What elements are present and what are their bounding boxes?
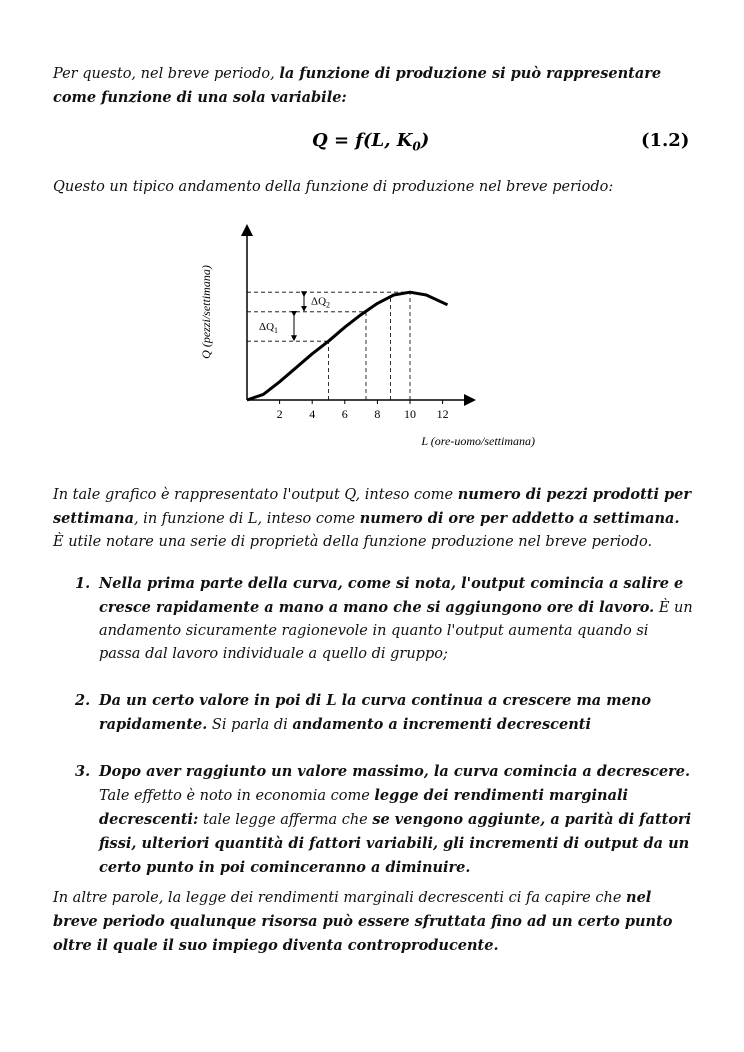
x-tick-label: 8	[374, 407, 381, 421]
conclusion-paragraph	[53, 886, 693, 958]
list-item-number: 3.	[75, 763, 91, 780]
intro-lead: Per questo, nel breve periodo,	[53, 66, 280, 82]
desc-bold2: numero di ore per addetto a settimana.	[359, 510, 680, 527]
list-item-bold: Nella prima parte della curva, come si nota, l'output comincia a salire e cresce rapidamente a mano a mano che si aggiungono ore di lavoro.	[99, 575, 684, 616]
list-item-text: Tale effetto è noto in economia come	[99, 788, 375, 804]
desc-part1: In tale grafico è rappresentato l'output Q, inteso come	[53, 487, 458, 503]
production-chart	[190, 220, 550, 460]
formula-main: Q = f(L, K	[312, 130, 413, 151]
desc-line2: È utile notare una serie di proprietà della funzione produzione nel breve periodo.	[53, 534, 653, 550]
list-item	[75, 572, 693, 666]
formula-row	[0, 130, 744, 158]
delta-q2-label: $\Delta Q_2$	[311, 295, 331, 310]
list-item-bold3: se vengono aggiunte, a parità di fattori fissi, ulteriori quantità di fattori variabili, gli incrementi di output da un certo punto in poi cominceranno a diminuire.	[99, 811, 692, 876]
delta-q1-label: $\Delta Q_1$	[259, 320, 279, 335]
x-axis-label: L (ore-uomo/settimana)	[421, 434, 535, 448]
formula-expression	[312, 130, 429, 154]
desc-part2: , in funzione di L, inteso come	[133, 511, 360, 527]
x-tick-label: 2	[276, 407, 283, 421]
x-tick-label: 4	[309, 407, 316, 421]
chart-intro: Questo un tipico andamento della funzione di produzione nel breve periodo:	[53, 179, 614, 195]
list-item-bold: Da un certo valore in poi di L la curva continua a crescere ma meno rapidamente.	[99, 692, 652, 733]
list-item-text: È un andamento sicuramente ragionevole in quanto l'output aumenta quando si passa dal lavoro individuale a quello di gruppo;	[99, 600, 693, 662]
conclusion-text: In altre parole, la legge dei rendimenti marginali decrescenti ci fa capire che	[53, 890, 627, 906]
list-item-text2: tale legge afferma che	[198, 812, 373, 828]
list-item-number: 1.	[75, 575, 91, 592]
list-item-bold2: legge dei rendimenti marginali decrescenti:	[99, 787, 628, 828]
intro-paragraph	[53, 62, 693, 110]
intro-bold: la funzione di produzione si può rappresentare come funzione di una sola variabile:	[53, 65, 662, 106]
list-item-number: 2.	[75, 692, 91, 709]
conclusion-bold: nel breve periodo qualunque risorsa può essere sfruttata fino ad un certo punto oltre il quale il suo impiego diventa controproducente.	[53, 889, 673, 954]
list-item-text: Si parla di	[207, 717, 293, 733]
formula-subscript: 0	[412, 139, 421, 154]
desc-bold1: numero di pezzi prodotti per settimana	[53, 486, 692, 527]
properties-list	[75, 572, 693, 880]
list-item-bold2: andamento a incrementi decrescenti	[292, 716, 591, 733]
list-item-bold: Dopo aver raggiunto un valore massimo, la curva comincia a decrescere.	[99, 763, 691, 780]
x-tick-label: 6	[341, 407, 348, 421]
list-item	[75, 689, 693, 737]
y-axis-label: Q (pezzi/settimana)	[199, 265, 213, 359]
production-curve	[247, 292, 448, 400]
x-tick-label: 12	[436, 407, 449, 421]
chart-description	[53, 483, 693, 554]
list-item	[75, 760, 693, 880]
x-tick-label: 10	[404, 407, 416, 421]
formula-close: )	[420, 130, 430, 151]
formula-number: (1.2)	[641, 130, 690, 151]
